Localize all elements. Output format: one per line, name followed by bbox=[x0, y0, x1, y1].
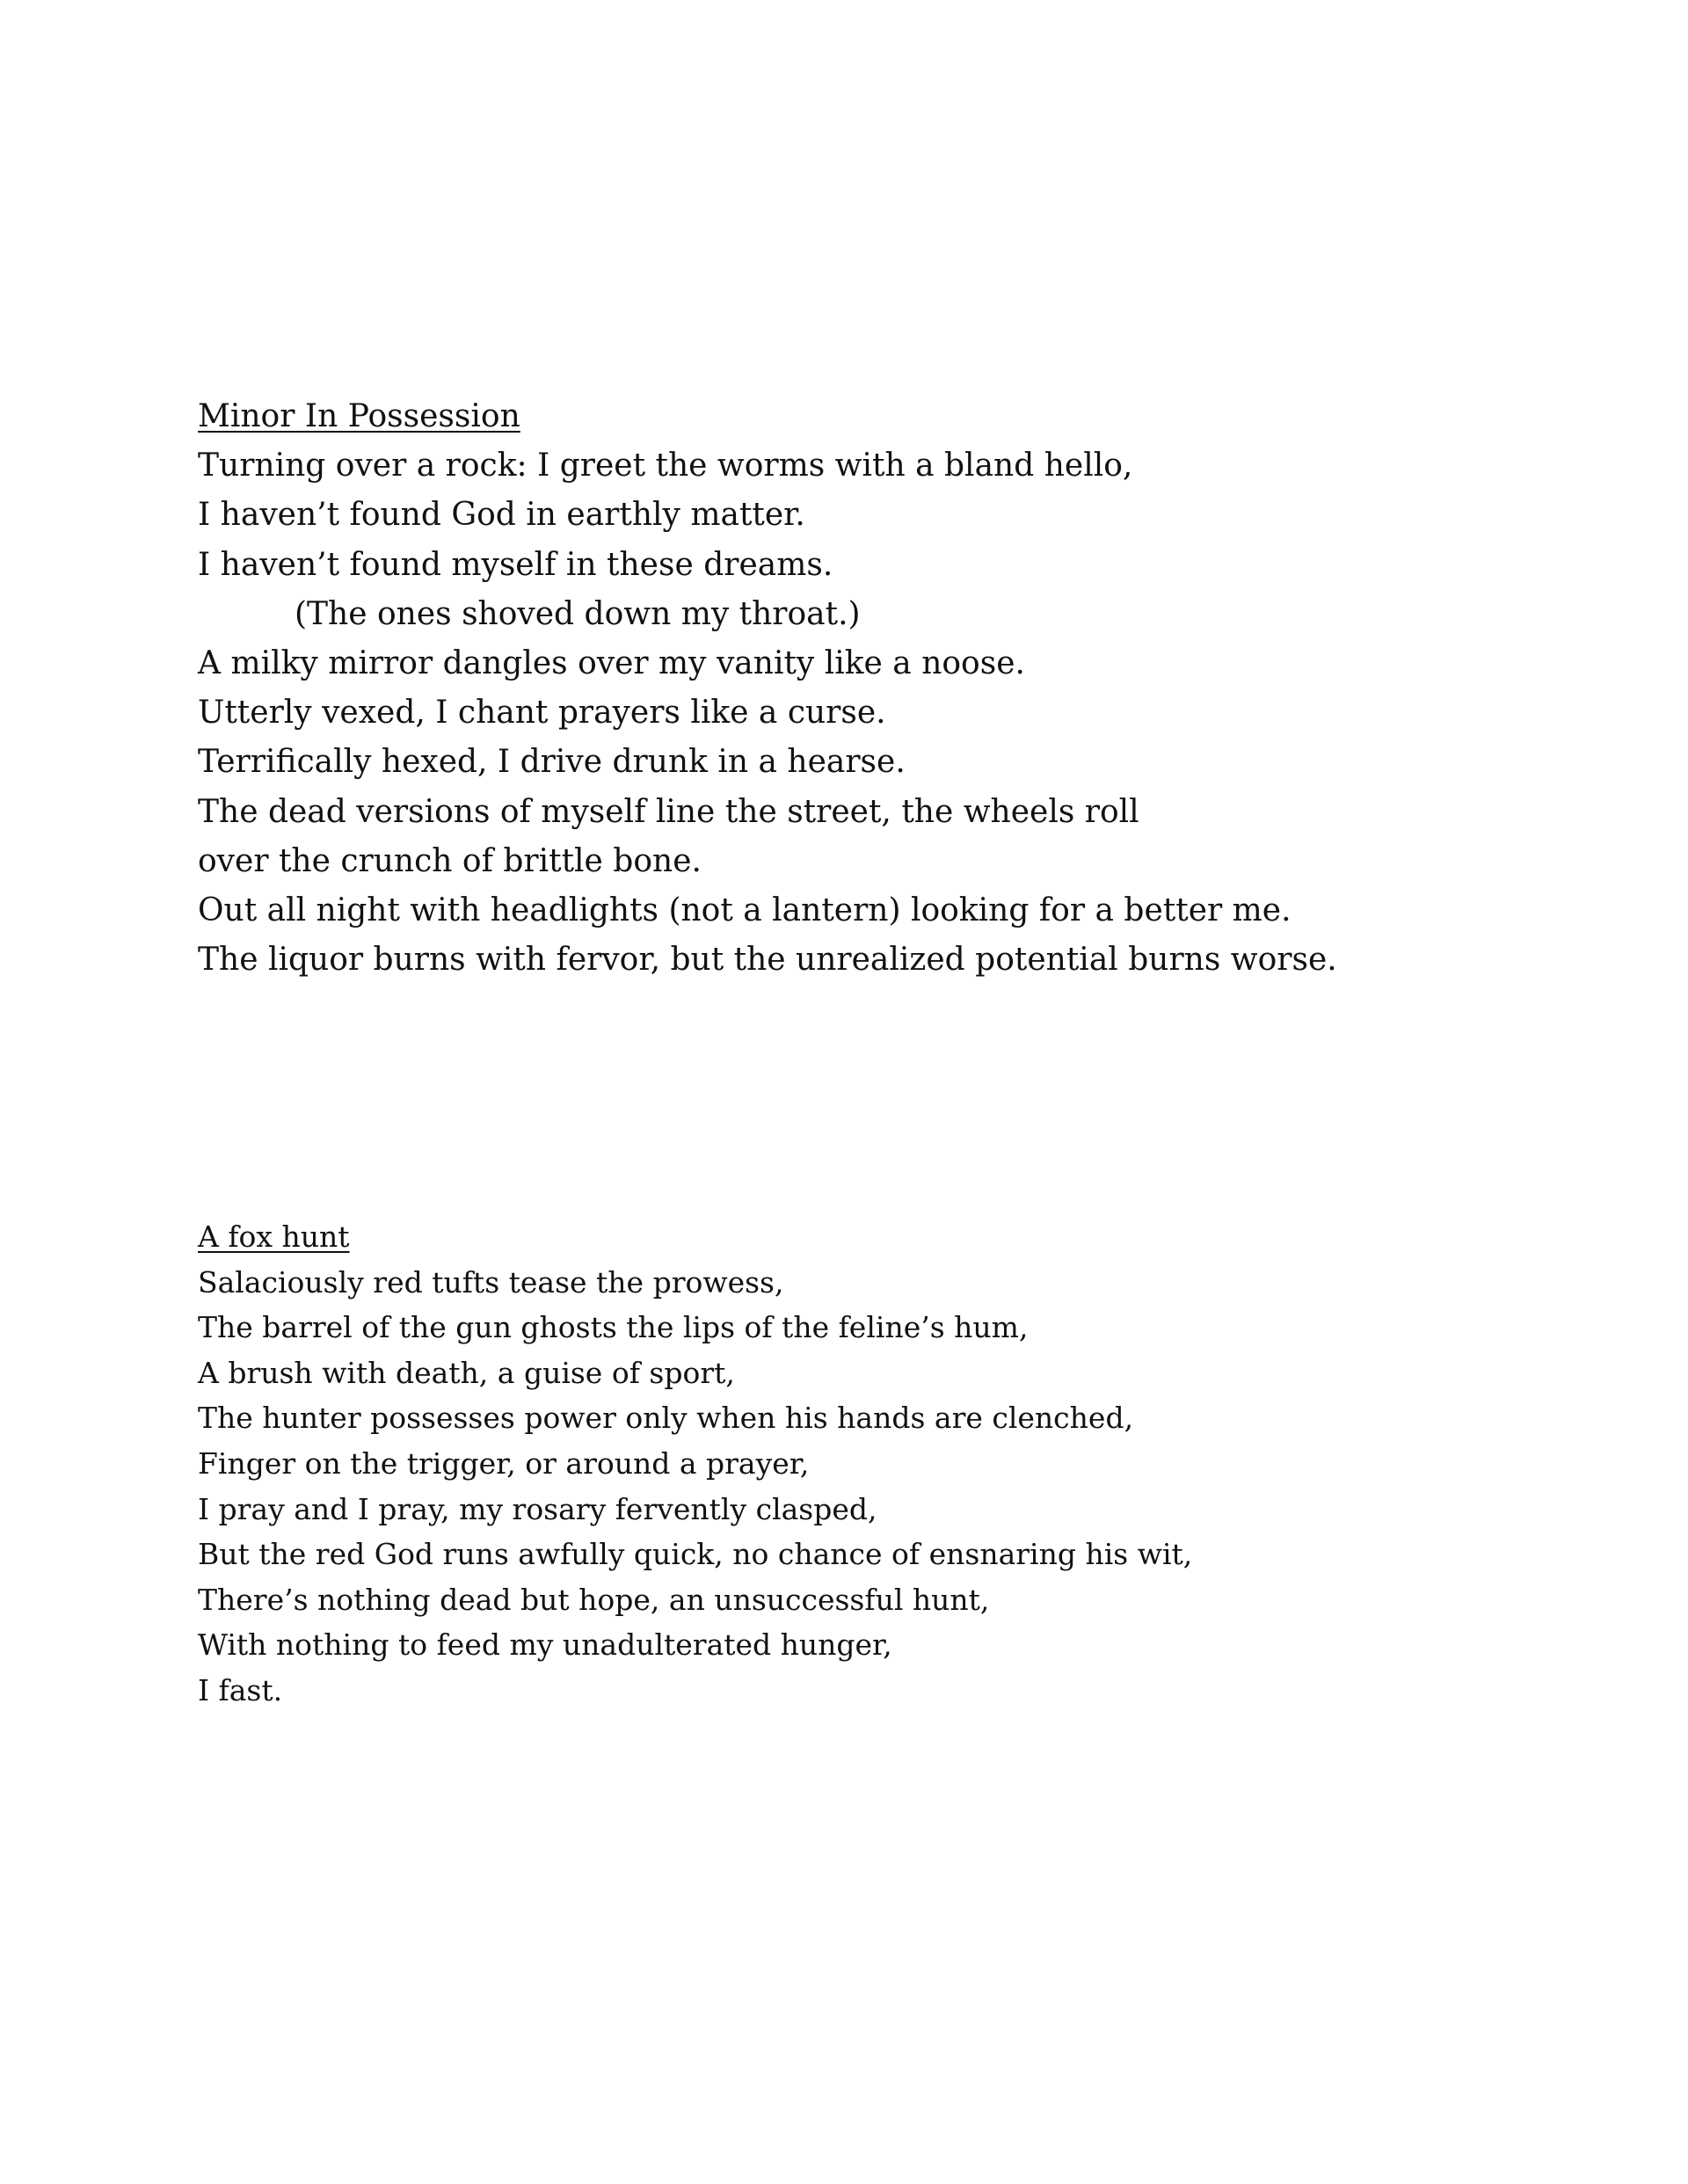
poem-line: I pray and I pray, my rosary fervently clasped, bbox=[198, 1491, 877, 1526]
poem-line: Utterly vexed, I chant prayers like a curse. bbox=[198, 695, 886, 732]
poem-line: Out all night with headlights (not a lantern) looking for a better me. bbox=[198, 892, 1291, 929]
poem-line: over the crunch of brittle bone. bbox=[198, 842, 702, 879]
poem-line: Finger on the trigger, or around a prayer, bbox=[198, 1445, 810, 1481]
poem-line: There’s nothing dead but hope, an unsuccessful hunt, bbox=[198, 1582, 990, 1617]
poem-line: I haven’t found myself in these dreams. bbox=[198, 546, 833, 583]
poem-line: Terrifically hexed, I drive drunk in a hearse. bbox=[198, 744, 906, 781]
poem-title: A fox hunt bbox=[198, 1219, 350, 1254]
poem-line: The liquor burns with fervor, but the unrealized potential burns worse. bbox=[198, 942, 1337, 979]
poem-minor-in-possession bbox=[198, 392, 1337, 985]
poem-line: With nothing to feed my unadulterated hunger, bbox=[198, 1627, 892, 1663]
poem-a-fox-hunt bbox=[198, 1214, 1192, 1714]
poem-line: The barrel of the gun ghosts the lips of the feline’s hum, bbox=[198, 1310, 1029, 1345]
poem-line: I fast. bbox=[198, 1672, 283, 1707]
poem-title: Minor In Possession bbox=[198, 398, 520, 434]
poem-line: The dead versions of myself line the street, the wheels roll bbox=[198, 793, 1139, 830]
poem-line: A brush with death, a guise of sport, bbox=[198, 1355, 735, 1390]
poem-line: Salaciously red tufts tease the prowess, bbox=[198, 1264, 784, 1299]
poem-line: The hunter possesses power only when his hands are clenched, bbox=[198, 1401, 1134, 1436]
poem-line: But the red God runs awfully quick, no chance of ensnaring his wit, bbox=[198, 1537, 1193, 1572]
poem-line-indented: (The ones shoved down my throat.) bbox=[295, 595, 861, 632]
poem-line: A milky mirror dangles over my vanity like a noose. bbox=[198, 645, 1025, 682]
poem-line: Turning over a rock: I greet the worms with a bland hello, bbox=[198, 448, 1133, 484]
poem-line: I haven’t found God in earthly matter. bbox=[198, 497, 805, 534]
